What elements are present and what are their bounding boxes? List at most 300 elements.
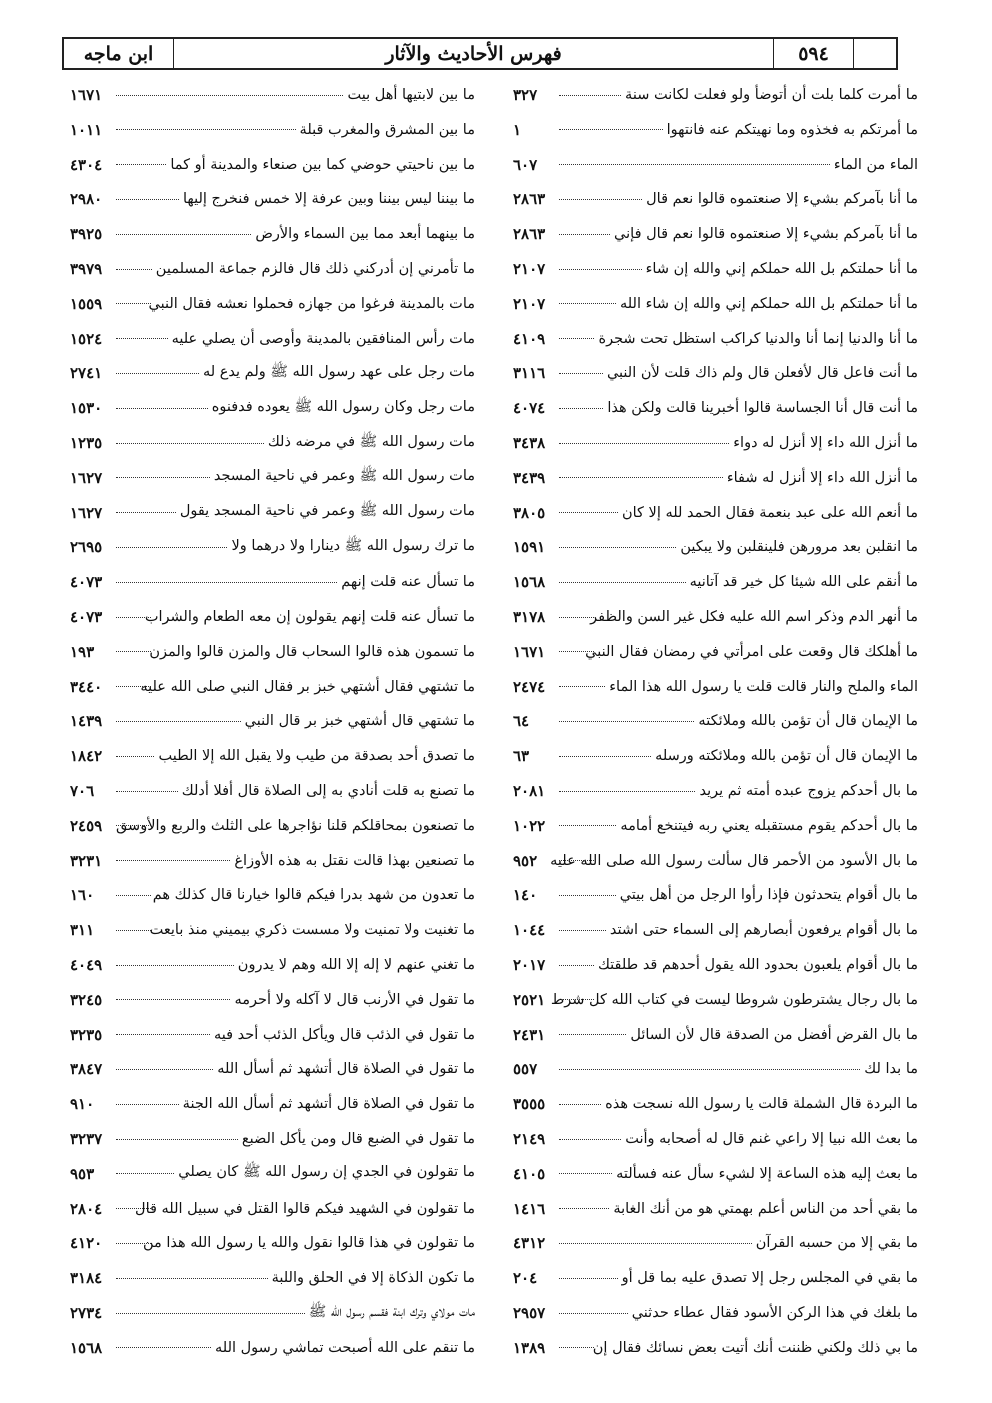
hadith-number: ٩١٠ bbox=[70, 1095, 95, 1114]
entry-text: ما بين المشرق والمغرب قبلة bbox=[299, 121, 475, 138]
leader-dots bbox=[559, 95, 621, 96]
index-entry bbox=[70, 1159, 475, 1189]
hadith-number: ١٦٧١ bbox=[70, 86, 103, 104]
entry-text: ما تأمرني إن أدركني ذلك قال فالزم جماعة المسلمين bbox=[155, 261, 475, 277]
hadith-number: ٢١٠٧ bbox=[513, 294, 546, 313]
hadith-number: ٣٢٣٥ bbox=[70, 1025, 103, 1044]
leader-dots bbox=[559, 269, 642, 270]
left-column bbox=[70, 80, 475, 1380]
index-entry bbox=[70, 985, 475, 1015]
index-entry bbox=[70, 637, 475, 667]
index-entry bbox=[70, 219, 475, 249]
index-entry bbox=[513, 846, 918, 876]
entry-text: ما تنقم على الله أصبحت تماشي رسول الله bbox=[215, 1339, 475, 1356]
entry-text: ما بال أحدكم يقوم مستقبله يعني ربه فيتنخع أمامه bbox=[620, 817, 918, 834]
hadith-number: ٦٣ bbox=[513, 747, 530, 766]
leader-dots bbox=[559, 895, 616, 896]
index-entry bbox=[513, 428, 918, 458]
index-entry bbox=[70, 1298, 475, 1328]
entry-text: ما أمرتكم به فخذوه وما نهيتكم عنه فانتهوا bbox=[666, 121, 918, 138]
index-entry bbox=[513, 672, 918, 702]
leader-dots bbox=[116, 443, 264, 444]
leader-dots bbox=[559, 199, 642, 200]
hadith-number: ٤٠٧٣ bbox=[70, 573, 103, 592]
entry-text: ما أنقم على الله شيئا كل خير قد آتانيه bbox=[689, 574, 918, 591]
leader-dots bbox=[559, 721, 694, 722]
index-entry bbox=[70, 1194, 475, 1224]
hadith-number: ١٥٥٩ bbox=[70, 294, 103, 313]
entry-text: ما ترك رسول الله ﷺ دينارا ولا درهما ولا bbox=[231, 537, 475, 554]
index-entry bbox=[513, 358, 918, 388]
entry-text: مات رسول الله ﷺ وعمر في ناحية المسجد يقول bbox=[179, 503, 475, 520]
index-entry bbox=[70, 1089, 475, 1119]
leader-dots bbox=[559, 547, 676, 548]
leader-dots bbox=[116, 1104, 179, 1105]
index-entry bbox=[513, 706, 918, 736]
leader-dots bbox=[116, 408, 208, 409]
leader-dots bbox=[116, 825, 151, 826]
entry-text: ما تقول في الذئب قال ويأكل الذئب أحد فيه bbox=[213, 1026, 475, 1043]
entry-text: ما بلغك في هذا الركن الأسود فقال عطاء حدثني bbox=[631, 1305, 918, 1321]
hadith-number: ٣١١ bbox=[70, 921, 95, 940]
entry-text: ما تقول في الصلاة قال أتشهد ثم أسأل الله الجنة bbox=[182, 1096, 475, 1113]
hadith-number: ٦٠٧ bbox=[513, 155, 538, 174]
right-column bbox=[513, 80, 918, 1380]
entry-text: ما أنت فاعل قال لأفعلن قال ولم ذاك قلت لأن النبي bbox=[606, 365, 918, 382]
hadith-number: ١٠٤٤ bbox=[513, 921, 546, 940]
index-entry bbox=[513, 1054, 918, 1084]
index-columns bbox=[70, 80, 918, 1380]
index-entry bbox=[513, 532, 918, 562]
index-entry bbox=[513, 985, 918, 1015]
leader-dots bbox=[116, 338, 168, 339]
entry-text: ما أنهر الدم وذكر اسم الله عليه فكل غير السن والظفر bbox=[590, 609, 918, 625]
entry-text: ما تقول في الصلاة قال أتشهد ثم أسأل الله bbox=[217, 1061, 475, 1078]
index-entry bbox=[513, 1228, 918, 1258]
hadith-number: ١٩٣ bbox=[70, 642, 95, 661]
entry-text: ما تسأل عنه قلت إنهم bbox=[341, 574, 475, 591]
index-entry bbox=[513, 776, 918, 806]
hadith-number: ٣٤٣٨ bbox=[513, 434, 546, 452]
leader-dots bbox=[559, 408, 603, 409]
hadith-number: ٣١٨٤ bbox=[70, 1269, 103, 1288]
index-entry bbox=[70, 80, 475, 110]
leader-dots bbox=[116, 269, 152, 270]
leader-dots bbox=[559, 1347, 594, 1348]
leader-dots bbox=[116, 582, 337, 583]
leader-dots bbox=[559, 129, 663, 130]
leader-dots bbox=[116, 1208, 151, 1209]
entry-text: ما أهلكك قال وقعت على امرأتي في رمضان فقال النبي bbox=[585, 643, 918, 660]
index-entry bbox=[70, 324, 475, 354]
entry-text: ما تقول في الضبع قال ومن يأكل الضبع bbox=[241, 1131, 475, 1147]
entry-text: ما تسأل عنه قلت إنهم يقولون إن معه الطعام والشراب bbox=[144, 609, 475, 625]
index-entry bbox=[70, 1263, 475, 1293]
leader-dots bbox=[559, 303, 616, 304]
index-entry bbox=[70, 880, 475, 910]
entry-text: ما أنا حملتكم بل الله حملكم إني والله إن شاء bbox=[645, 261, 918, 277]
hadith-number: ٤١٢٠ bbox=[70, 1234, 103, 1253]
entry-text: ما تشتهي فقال أشتهي خبز بر فقال النبي صلى الله عليه bbox=[140, 678, 475, 695]
entry-text: ما بين ناحيتي حوضي كما بين صنعاء والمدينة أو كما bbox=[170, 156, 475, 173]
entry-text: ما بال رجال يشترطون شروطا ليست في كتاب الله كل شرط bbox=[550, 991, 918, 1008]
leader-dots bbox=[559, 651, 594, 652]
leader-dots bbox=[116, 373, 199, 374]
hadith-number: ٣٢٣٧ bbox=[70, 1130, 103, 1148]
entry-text: ما أنت قال أنا الجساسة قالوا أخبرينا قالت ولكن هذا bbox=[607, 400, 918, 417]
entry-text: ما الإيمان قال أن تؤمن بالله وملائكته ورسله bbox=[655, 748, 918, 765]
hadith-number: ٢٠٤ bbox=[513, 1269, 538, 1288]
leader-dots bbox=[559, 338, 594, 339]
entry-text: الماء من الماء bbox=[833, 156, 918, 173]
entry-text: ما بقي في المجلس رجل إلا تصدق عليه بما قل أو bbox=[621, 1270, 918, 1287]
hadith-number: ٤٠٤٩ bbox=[70, 956, 103, 974]
leader-dots bbox=[559, 1139, 621, 1140]
leader-dots bbox=[116, 860, 230, 861]
leader-dots bbox=[559, 373, 603, 374]
leader-dots bbox=[559, 965, 594, 966]
leader-dots bbox=[116, 1313, 305, 1314]
hadith-number: ٣٤٤٠ bbox=[70, 677, 103, 696]
entry-text: ما بال أقوام يرفعون أبصارهم إلى السماء حتى اشتد bbox=[609, 922, 918, 939]
leader-dots bbox=[559, 1104, 601, 1105]
index-entry bbox=[513, 811, 918, 841]
index-entry bbox=[513, 393, 918, 423]
entry-text: الماء والملح والنار قالت قلت يا رسول الله هذا الماء bbox=[609, 678, 918, 695]
index-entry bbox=[70, 811, 475, 841]
hadith-number: ٣٢٤٥ bbox=[70, 990, 103, 1009]
hadith-number: ٦٤ bbox=[513, 712, 530, 731]
index-entry bbox=[70, 1020, 475, 1050]
leader-dots bbox=[116, 547, 227, 548]
entry-text: ما أنزل الله داء إلا أنزل له شفاء bbox=[726, 469, 918, 486]
index-entry bbox=[513, 1124, 918, 1154]
leader-dots bbox=[559, 234, 610, 235]
hadith-number: ٣١٧٨ bbox=[513, 608, 546, 626]
entry-text: ما تقولون في الشهيد فيكم قالوا القتل في سبيل الله قال bbox=[135, 1200, 475, 1217]
index-entry bbox=[513, 741, 918, 771]
index-entry bbox=[70, 1228, 475, 1258]
entry-text: ما تصنع به قلت أنادي به إلى الصلاة قال أفلا أدلك bbox=[181, 783, 475, 799]
index-entry bbox=[70, 602, 475, 632]
hadith-number: ٤١٠٥ bbox=[513, 1164, 546, 1183]
index-entry bbox=[513, 184, 918, 214]
entry-text: ما بال أقوام يتحدثون فإذا رأوا الرجل من أهل بيتي bbox=[619, 887, 918, 904]
hadith-number: ٢٠٨١ bbox=[513, 782, 546, 800]
leader-dots bbox=[116, 1278, 268, 1279]
leader-dots bbox=[116, 1139, 238, 1140]
hadith-number: ٢٩٥٧ bbox=[513, 1304, 546, 1322]
entry-text: ما بعث إليه هذه الساعة إلا لشيء سأل عنه فسألته bbox=[616, 1165, 918, 1182]
leader-dots bbox=[116, 686, 151, 687]
leader-dots bbox=[116, 95, 343, 96]
leader-dots bbox=[559, 1034, 626, 1035]
leader-dots bbox=[559, 1243, 752, 1244]
index-entry bbox=[513, 1159, 918, 1189]
hadith-number: ٢٥٢١ bbox=[513, 990, 546, 1009]
entry-text: ما تعدون من شهد بدرا فيكم قالوا خيارنا قال كذلك هم bbox=[152, 887, 475, 904]
index-entry bbox=[513, 1194, 918, 1224]
entry-text: ما بين لابتيها أهل بيت bbox=[347, 87, 475, 103]
index-entry bbox=[513, 1333, 918, 1363]
hadith-number: ٣٢٧ bbox=[513, 86, 538, 104]
hadith-number: ٣٥٥٥ bbox=[513, 1095, 546, 1114]
index-entry bbox=[513, 115, 918, 145]
leader-dots bbox=[116, 199, 179, 200]
hadith-number: ٢٤٧٤ bbox=[513, 677, 546, 696]
leader-dots bbox=[559, 791, 695, 792]
entry-text: ما بال أحدكم يزوج عبده أمته ثم يريد bbox=[699, 783, 918, 799]
hadith-number: ١٦٢٧ bbox=[70, 468, 103, 487]
leader-dots bbox=[116, 303, 151, 304]
entry-text: ما تغنيت ولا تمنيت ولا مسست ذكري بيميني منذ بايعت bbox=[149, 922, 475, 939]
index-entry bbox=[513, 254, 918, 284]
entry-text: مات رسول الله ﷺ في مرضه ذلك bbox=[267, 433, 475, 450]
index-entry bbox=[70, 184, 475, 214]
index-entry bbox=[70, 1124, 475, 1154]
hadith-number: ٢١٠٧ bbox=[513, 260, 546, 278]
entry-text: ما بعث الله نبيا إلا راعي غنم قال له أصحابه وأنت bbox=[625, 1131, 918, 1147]
index-entry bbox=[513, 150, 918, 180]
leader-dots bbox=[559, 1278, 618, 1279]
hadith-number: ١٤٣٩ bbox=[70, 712, 103, 731]
index-entry bbox=[70, 532, 475, 562]
hadith-number: ٢٠١٧ bbox=[513, 956, 546, 974]
index-entry bbox=[513, 567, 918, 597]
hadith-number: ٢٤٥٩ bbox=[70, 816, 103, 835]
hadith-number: ٢٤٣١ bbox=[513, 1025, 546, 1044]
hadith-number: ٢٨٦٣ bbox=[513, 225, 546, 244]
index-entry bbox=[513, 463, 918, 493]
entry-text: ما تصدق أحد بصدقة من طيب ولا يقبل الله إلا الطيب bbox=[158, 748, 475, 765]
hadith-number: ٣١١٦ bbox=[513, 364, 546, 383]
entry-text: ما تكون الذكاة إلا في الحلق واللبة bbox=[271, 1270, 475, 1287]
hadith-number: ٣٩٧٩ bbox=[70, 260, 103, 278]
entry-text: ما بي ذلك ولكني ظننت أنك أتيت بعض نسائك فقال إن bbox=[592, 1339, 918, 1356]
hadith-number: ١ bbox=[513, 120, 522, 139]
index-entry bbox=[513, 1298, 918, 1328]
index-entry bbox=[70, 915, 475, 945]
index-entry bbox=[513, 1263, 918, 1293]
hadith-number: ١٨٤٢ bbox=[70, 747, 103, 766]
page-header bbox=[62, 37, 898, 70]
hadith-number: ٢٩٨٠ bbox=[70, 190, 103, 209]
hadith-number: ٤٣١٢ bbox=[513, 1234, 546, 1253]
hadith-number: ٥٥٧ bbox=[513, 1060, 538, 1079]
leader-dots bbox=[559, 756, 651, 757]
entry-text: ما بيننا ليس بيننا وبين عرفة إلا خمس فنخرج إليها bbox=[183, 191, 475, 208]
hadith-number: ١٥٦٨ bbox=[513, 573, 546, 592]
leader-dots bbox=[116, 1069, 213, 1070]
index-entry bbox=[70, 254, 475, 284]
leader-dots bbox=[116, 1034, 210, 1035]
index-entry bbox=[513, 602, 918, 632]
hadith-number: ٣٩٢٥ bbox=[70, 225, 103, 244]
leader-dots bbox=[116, 756, 154, 757]
leader-dots bbox=[116, 791, 178, 792]
index-entry bbox=[513, 950, 918, 980]
leader-dots bbox=[116, 1243, 151, 1244]
entry-text: ما بال الأسود من الأحمر قال سألت رسول الله صلى الله عليه bbox=[550, 852, 918, 869]
entry-text: ما تقولون في هذا قالوا نقول والله يا رسول الله هذا من bbox=[142, 1235, 475, 1252]
leader-dots bbox=[116, 1347, 211, 1348]
hadith-number: ٣٤٣٩ bbox=[513, 468, 546, 487]
index-entry bbox=[70, 358, 475, 388]
leader-dots bbox=[116, 651, 151, 652]
leader-dots bbox=[116, 895, 151, 896]
leader-dots bbox=[116, 1173, 174, 1174]
index-entry bbox=[70, 1333, 475, 1363]
index-entry bbox=[70, 741, 475, 771]
leader-dots bbox=[559, 930, 606, 931]
index-entry bbox=[70, 498, 475, 528]
index-entry bbox=[70, 567, 475, 597]
leader-dots bbox=[559, 617, 594, 618]
hadith-number: ٢٦٩٥ bbox=[70, 538, 103, 557]
leader-dots bbox=[559, 999, 594, 1000]
entry-text: مات رسول الله ﷺ وعمر في ناحية المسجد bbox=[213, 468, 475, 485]
entry-text: ما أنعم الله على عبد بنعمة فقال الحمد لله إلا كان bbox=[621, 504, 918, 521]
entry-text: ما أمرت كلما بلت أن أتوضأ ولو فعلت لكانت سنة bbox=[625, 87, 918, 103]
index-entry bbox=[513, 1020, 918, 1050]
hadith-number: ٤٠٧٤ bbox=[513, 399, 546, 418]
hadith-number: ٣٢٣١ bbox=[70, 851, 103, 870]
entry-text: ما بقي أحد من الناس أعلم بهمتي هو من أنك الغابة bbox=[613, 1200, 918, 1217]
hadith-number: ١٢٣٥ bbox=[70, 434, 103, 452]
entry-text: ما تصنعون بمحاقلكم قلنا نؤاجرها على الثلث والربع والأوسق bbox=[115, 817, 475, 834]
leader-dots bbox=[559, 686, 605, 687]
index-entry bbox=[70, 1054, 475, 1084]
book-name: ابن ماجه bbox=[64, 39, 174, 68]
hadith-number: ٣٨٤٧ bbox=[70, 1060, 103, 1079]
entry-text: ما الإيمان قال أن تؤمن بالله وملائكته bbox=[698, 713, 918, 730]
index-entry bbox=[70, 289, 475, 319]
index-entry bbox=[70, 672, 475, 702]
entry-text: ما أنا حملتكم بل الله حملكم إني والله إن شاء الله bbox=[619, 295, 918, 312]
hadith-number: ١٦٠ bbox=[70, 886, 95, 905]
entry-text: ما تصنعين بهذا قالت نقتل به هذه الأوزاغ bbox=[234, 852, 475, 869]
hadith-number: ٧٠٦ bbox=[70, 782, 95, 800]
entry-text: ما أنزل الله داء إلا أنزل له دواء bbox=[733, 435, 918, 451]
entry-text: ما تقولون في الجدي إن رسول الله ﷺ كان يصلي bbox=[178, 1164, 475, 1181]
entry-text: ما بدا لك bbox=[864, 1061, 918, 1078]
entry-text: مات رجل على عهد رسول الله ﷺ ولم يدع له bbox=[202, 363, 475, 380]
hadith-number: ٤٣٠٤ bbox=[70, 155, 103, 174]
hadith-number: ٢٧٤١ bbox=[70, 364, 103, 383]
leader-dots bbox=[116, 999, 230, 1000]
hadith-number: ١٥٢٤ bbox=[70, 329, 103, 348]
hadith-number: ١٤٠ bbox=[513, 886, 538, 905]
hadith-number: ٢٧٣٤ bbox=[70, 1304, 103, 1322]
hadith-number: ١٦٧١ bbox=[513, 642, 546, 661]
entry-text: مات رجل وكان رسول الله ﷺ يعوده فدفنوه bbox=[211, 398, 475, 415]
index-entry bbox=[513, 80, 918, 110]
leader-dots bbox=[559, 1069, 860, 1070]
entry-text: ما أنا والدنيا إنما أنا والدنيا كراكب استظل تحت شجرة bbox=[598, 330, 918, 347]
entry-text: مات بالمدينة فرغوا من جهازه فحملوا نعشه فقال النبي bbox=[148, 295, 475, 312]
hadith-number: ١٠٢٢ bbox=[513, 816, 546, 835]
leader-dots bbox=[559, 582, 686, 583]
page-number: ٥٩٤ bbox=[774, 39, 854, 68]
index-entry bbox=[513, 1089, 918, 1119]
index-entry bbox=[513, 498, 918, 528]
index-entry bbox=[70, 150, 475, 180]
leader-dots bbox=[559, 477, 723, 478]
hadith-number: ٣٨٠٥ bbox=[513, 503, 546, 522]
leader-dots bbox=[116, 965, 234, 966]
index-entry bbox=[513, 219, 918, 249]
leader-dots bbox=[116, 930, 151, 931]
entry-text: ما انقلبن بعد مرورهن فلينقلبن ولا يبكين bbox=[680, 539, 918, 556]
leader-dots bbox=[116, 477, 210, 478]
hadith-number: ٩٥٢ bbox=[513, 851, 538, 870]
entry-text: ما بينهما أبعد مما بين السماء والأرض bbox=[255, 226, 475, 243]
hadith-number: ١٥٩١ bbox=[513, 538, 546, 557]
index-entry bbox=[513, 324, 918, 354]
leader-dots bbox=[116, 617, 151, 618]
leader-dots bbox=[559, 443, 729, 444]
index-entry bbox=[513, 880, 918, 910]
entry-text: ما بال القرض أفضل من الصدقة قال لأن السائل bbox=[630, 1026, 918, 1043]
entry-text: مات مولاي وترك ابنة فقسم رسول الله ﷺ bbox=[308, 1303, 475, 1320]
hadith-number: ١٥٣٠ bbox=[70, 399, 103, 418]
leader-dots bbox=[116, 721, 241, 722]
leader-dots bbox=[559, 825, 616, 826]
entry-text: ما تسمون هذه قالوا السحاب قال والمزن قالوا والمزن bbox=[149, 643, 475, 660]
entry-text: ما أنا بآمركم بشيء إلا صنعتموه قالوا نعم قال bbox=[646, 191, 918, 208]
hadith-number: ٢٨٠٤ bbox=[70, 1199, 103, 1218]
hadith-number: ١٦٢٧ bbox=[70, 503, 103, 522]
entry-text: ما أنا بآمركم بشيء إلا صنعتموه قالوا نعم قال فإني bbox=[614, 226, 918, 243]
leader-dots bbox=[559, 164, 830, 165]
index-entry bbox=[70, 115, 475, 145]
leader-dots bbox=[116, 164, 166, 165]
entry-text: ما تقول في الأرنب قال لا آكله ولا أحرمه bbox=[234, 991, 475, 1008]
hadith-number: ١٥٦٨ bbox=[70, 1338, 103, 1357]
header-empty-cell bbox=[854, 39, 896, 68]
entry-text: ما بال أقوام يلعبون بحدود الله يقول أحدهم قد طلقتك bbox=[597, 957, 918, 973]
leader-dots bbox=[559, 860, 594, 861]
hadith-number: ٢٨٦٣ bbox=[513, 190, 546, 209]
hadith-number: ١٠١١ bbox=[70, 120, 103, 139]
index-entry bbox=[513, 637, 918, 667]
leader-dots bbox=[116, 234, 251, 235]
index-entry bbox=[70, 776, 475, 806]
leader-dots bbox=[116, 512, 176, 513]
index-entry bbox=[70, 706, 475, 736]
index-entry bbox=[70, 428, 475, 458]
index-entry bbox=[513, 915, 918, 945]
hadith-number: ٤١٠٩ bbox=[513, 329, 546, 348]
hadith-number: ١٤١٦ bbox=[513, 1199, 546, 1218]
hadith-number: ٤٠٧٣ bbox=[70, 608, 103, 626]
entry-text: ما البردة قال الشملة قالت يا رسول الله نسجت هذه bbox=[605, 1096, 918, 1113]
leader-dots bbox=[559, 1173, 612, 1174]
leader-dots bbox=[116, 129, 296, 130]
leader-dots bbox=[559, 1208, 609, 1209]
index-entry bbox=[70, 393, 475, 423]
entry-text: ما تشتهي قال أشتهي خبز بر قال النبي bbox=[244, 713, 475, 730]
leader-dots bbox=[559, 512, 618, 513]
index-entry bbox=[513, 289, 918, 319]
index-entry bbox=[70, 463, 475, 493]
leader-dots bbox=[559, 1313, 628, 1314]
index-entry bbox=[70, 950, 475, 980]
entry-text: مات رأس المنافقين بالمدينة وأوصى أن يصلي عليه bbox=[171, 330, 475, 347]
index-entry bbox=[70, 846, 475, 876]
index-title: فهرس الأحاديث والآثار bbox=[174, 39, 774, 68]
hadith-number: ٢١٤٩ bbox=[513, 1130, 546, 1148]
